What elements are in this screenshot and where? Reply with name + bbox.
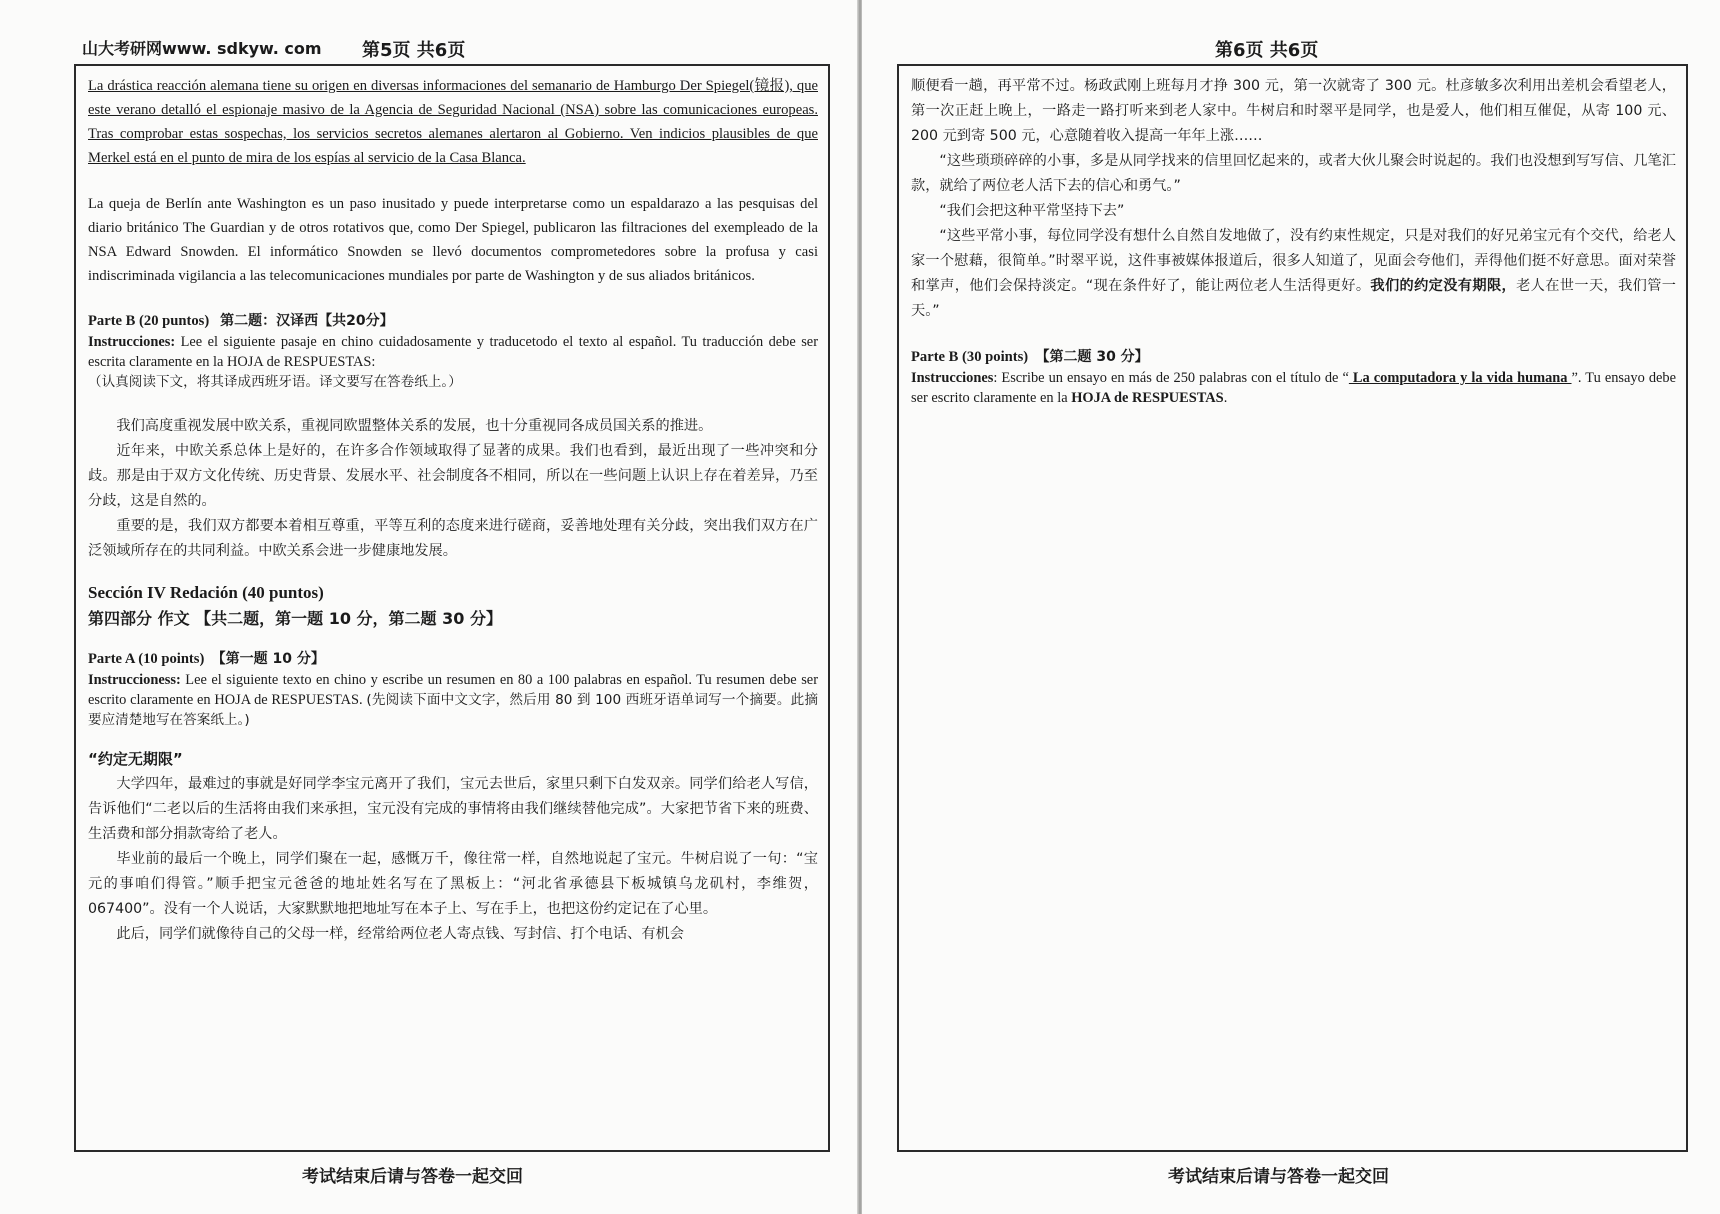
instructions-text: Lee el siguiente texto en chino y escribe un resumen en 80 a 100 palabras en español. Tu resumen debe ser escrito claramente en HOJA de RESPUESTAS. bbox=[88, 672, 818, 708]
spanish-passage-para-2: La queja de Berlín ante Washington es un paso inusitado y puede interpretarse como un espaldarazo a las pesquisas del diario británico The Guardian y de otros rotativos que, como Der Spiegel, publicaron las filtraciones del exempleado de la NSA Edward Snowden. El informático Snowden se llevó documentos comprometedores sobre la profusa y casi indiscriminada vigilancia a las telecomunicaciones mundiales por parte de Washington y de sus aliados británicos. bbox=[88, 196, 818, 284]
parte-b-instructions bbox=[88, 332, 818, 372]
spanish-passage-para-1: La drástica reacción alemana tiene su origen en diversas informaciones del semanario de Hamburgo Der Spiegel(镜报), que este verano detalló el espionaje masivo de la Agencia de Seguridad Nacional (NSA) sobre las comunicaciones europeas. Tras comprobar estas sospechas, los servicios secretos alemanes alertaron al Gobierno. Ven indicios plausibles de que Merkel está en el punto de mira de los espías al servicio de la Casa Blanca. bbox=[88, 78, 818, 166]
instructions-text-2: ”. Tu ensayo debe ser escrito claramente en la bbox=[911, 370, 1676, 406]
story-para-3: 此后，同学们就像待自己的父母一样，经常给两位老人寄点钱、写封信、打个电话、有机会 bbox=[116, 926, 684, 942]
story-para-quote-2 bbox=[911, 224, 1676, 324]
essay-title: La computadora y la vida humana bbox=[1348, 370, 1572, 386]
parte-b-heading bbox=[911, 346, 1676, 368]
story-quote-bold: 我们的约定没有期限， bbox=[1370, 278, 1517, 294]
instructions-cn-text: (先阅读下面中文文字，然后用 80 到 100 西班牙语单词写一个摘要。此摘要应清楚地写在答案纸上。) bbox=[88, 692, 818, 728]
story-quote-text: “这些平常小事，每位同学没有想什么自然自发地做了，没有约束性规定，只是对我们的好兄弟宝元有个交代，给老人家一个慰藉，很简单。”时翠平说，这件事被媒体报道后，很多人知道了，见面会夸他们，弄得他们挺不好意思。面对荣誉和掌声，他们会保持淡定。“现在条件好了，能让两位老人生活得更好。 bbox=[911, 228, 1676, 294]
parte-b-title: Parte B (20 puntos) bbox=[88, 313, 210, 329]
story-para-2: 毕业前的最后一个晚上，同学们聚在一起，感慨万千，像往常一样，自然地说起了宝元。牛树启说了一句：“宝元的事咱们得管。”顺手把宝元爸爸的地址姓名写在了黑板上：“河北省承德县下板城镇乌龙矶村，李维贺，067400”。没有一个人说话，大家默默地把地址写在本子上、写在手上，也把这份约定记在了心里。 bbox=[88, 851, 818, 917]
parte-a-heading bbox=[88, 648, 818, 670]
exam-page-5 bbox=[0, 0, 858, 1214]
parte-b-title-cn: 第二题：汉译西【共20分】 bbox=[220, 313, 394, 329]
story-para-continued: 顺便看一趟，再平常不过。杨政武刚上班每月才挣 300 元，第一次就寄了 300 元。杜彦敏多次利用出差机会看望老人，第一次正赶上晚上，一路走一路打听来到老人家中。牛树启和时翠平是同学，也是爱人，他们相互催促，从寄 100 元、200 元到寄 500 元，心意随着收入提高一年年上涨…… bbox=[911, 78, 1676, 144]
chinese-passage-para-1: 我们高度重视发展中欧关系，重视同欧盟整体关系的发展，也十分重视同各成员国关系的推进。 bbox=[116, 418, 713, 434]
instructions-text: : Escribe un ensayo en más de 250 palabras con el título de “ bbox=[993, 370, 1349, 386]
instructions-label: Instrucciones bbox=[911, 370, 994, 386]
story-para-quote-1: “这些琐琐碎碎的小事，多是从同学找来的信里回忆起来的，或者大伙儿聚会时说起的。我们也没想到写写信、几笔汇款，就给了两位老人活下去的信心和勇气。” bbox=[911, 153, 1676, 194]
content-frame-right bbox=[897, 64, 1688, 1152]
parte-b-heading bbox=[88, 310, 818, 332]
page-number-header: 第6页 共6页 bbox=[1215, 40, 1319, 61]
instructions-label: Instrucciones: bbox=[88, 334, 176, 350]
footer-notice: 考试结束后请与答卷一起交回 bbox=[302, 1167, 523, 1187]
parte-b-title-cn: 【第二题 30 分】 bbox=[1035, 349, 1149, 365]
parte-a-title-cn: 【第一题 10 分】 bbox=[211, 651, 325, 667]
section-iv-title: Sección IV Redación (40 puntos) bbox=[88, 583, 324, 602]
site-watermark-header: 山大考研网www. sdkyw. com bbox=[82, 39, 322, 58]
answer-sheet-name: HOJA de RESPUESTAS bbox=[1071, 390, 1224, 406]
chinese-passage-para-3: 重要的是，我们双方都要本着相互尊重，平等互利的态度来进行磋商，妥善地处理有关分歧，突出我们双方在广泛领域所存在的共同利益。中欧关系会进一步健康地发展。 bbox=[88, 518, 818, 559]
parte-a-title: Parte A (10 points) bbox=[88, 651, 205, 667]
parte-a-instructions bbox=[88, 670, 818, 730]
content-frame-left bbox=[74, 64, 830, 1152]
instructions-label: Instruccioness: bbox=[88, 672, 181, 688]
instructions-text: Lee el siguiente pasaje en chino cuidadosamente y traducetodo el texto al español. Tu traducción debe ser escrita claramente en la HOJA de RESPUESTAS: bbox=[88, 334, 818, 370]
section-iv-title-cn: 第四部分 作文 【共二题，第一题 10 分，第二题 30 分】 bbox=[88, 609, 502, 628]
page-number-header: 第5页 共6页 bbox=[362, 40, 466, 61]
essay-instructions bbox=[911, 368, 1676, 408]
parte-b-title: Parte B (30 points) bbox=[911, 349, 1029, 365]
instructions-cn-text: （认真阅读下文，将其译成西班牙语。译文要写在答卷纸上。） bbox=[88, 374, 462, 390]
story-title: “约定无期限” bbox=[88, 750, 183, 768]
chinese-passage-para-2: 近年来，中欧关系总体上是好的，在许多合作领域取得了显著的成果。我们也看到，最近出现了一些冲突和分歧。那是由于双方文化传统、历史背景、发展水平、社会制度各不相同，所以在一些问题上认识上存在着差异，乃至分歧，这是自然的。 bbox=[88, 443, 818, 509]
instructions-end: . bbox=[1223, 390, 1228, 406]
exam-page-6 bbox=[862, 0, 1720, 1214]
parte-b-instructions-cn bbox=[88, 372, 818, 392]
story-subheading: “我们会把这种平常坚持下去” bbox=[939, 203, 1125, 219]
footer-notice: 考试结束后请与答卷一起交回 bbox=[1168, 1167, 1389, 1187]
story-para-1: 大学四年，最难过的事就是好同学李宝元离开了我们，宝元去世后，家里只剩下白发双亲。同学们给老人写信，告诉他们“二老以后的生活将由我们来承担，宝元没有完成的事情将由我们继续替他完成”。大家把节省下来的班费、生活费和部分捐款寄给了老人。 bbox=[88, 776, 818, 842]
story-quote-end: 老人在世一天，我们管一天。” bbox=[911, 278, 1676, 319]
